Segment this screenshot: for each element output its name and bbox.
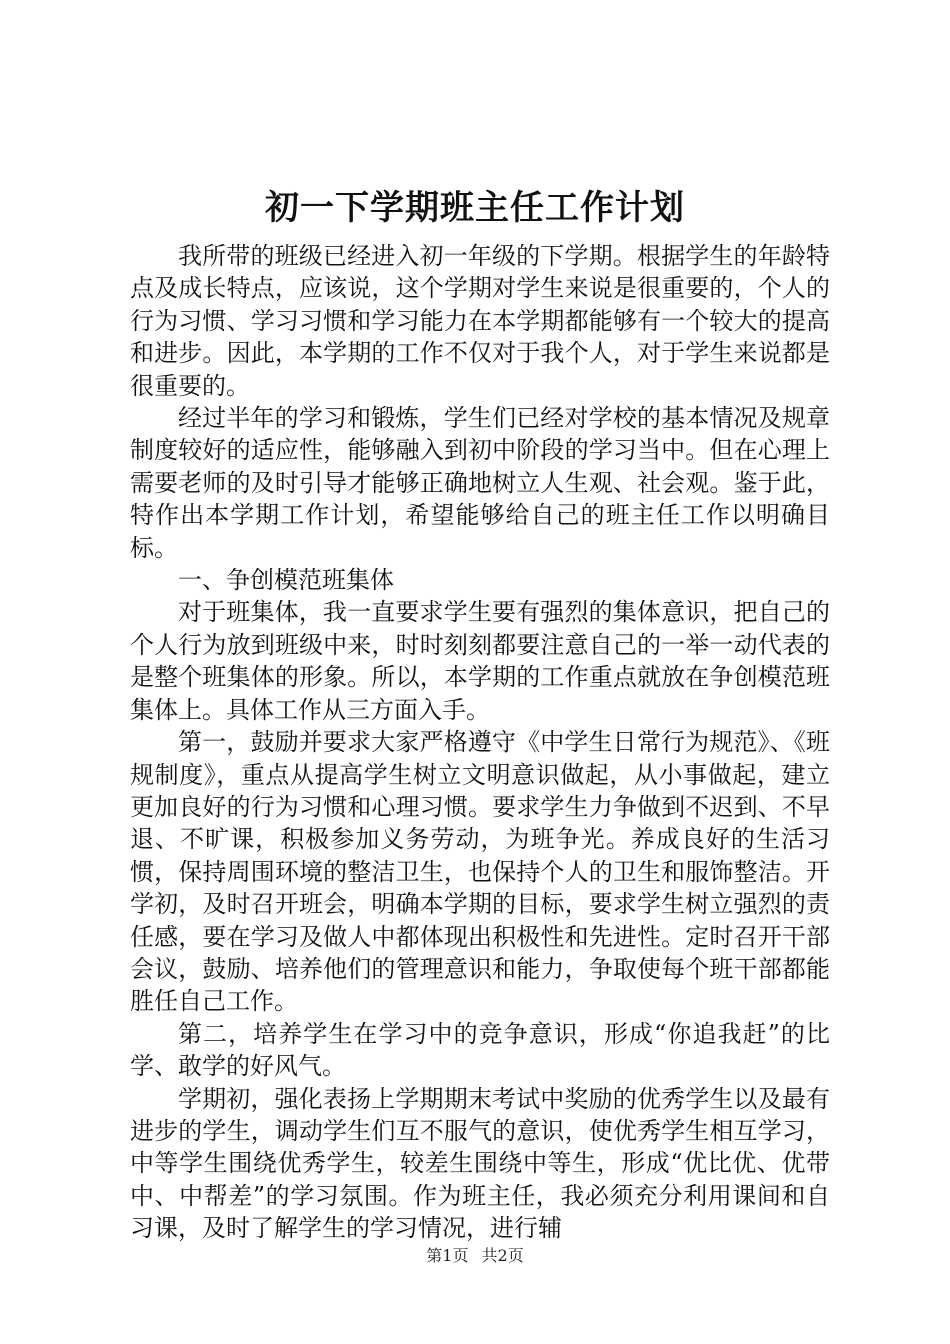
paragraph: 对于班集体，我一直要求学生要有强烈的集体意识，把自己的个人行为放到班级中来，时时刻刻都要注意自己的一举一动代表的是整个班集体的形象。所以，本学期的工作重点就放在争创模范班集体上。具体工作从三方面入手。 bbox=[130, 598, 830, 724]
paragraph: 我所带的班级已经进入初一年级的下学期。根据学生的年龄特点及成长特点，应该说，这个学期对学生来说是很重要的，个人的行为习惯、学习习惯和学习能力在本学期都能够有一个较大的提高和进步。因此，本学期的工作不仅对于我个人，对于学生来说都是很重要的。 bbox=[130, 242, 830, 400]
page-footer bbox=[0, 1245, 950, 1267]
paragraph: 第一，鼓励并要求大家严格遵守《中学生日常行为规范》、《班规制度》，重点从提高学生树立文明意识做起，从小事做起，建立更加良好的行为习惯和心理习惯。要求学生力争做到不迟到、不早退、不旷课，积极参加义务劳动，为班争光。养成良好的生活习惯，保持周围环境的整洁卫生，也保持个人的卫生和服饰整洁。开学初，及时召开班会，明确本学期的目标，要求学生树立强烈的责任感，要在学习及做人中都体现出积极性和先进性。定时召开干部会议，鼓励、培养他们的管理意识和能力，争取使每个班干部都能胜任自己工作。 bbox=[130, 728, 830, 1016]
paragraph: 经过半年的学习和锻炼，学生们已经对学校的基本情况及规章制度较好的适应性，能够融入到初中阶段的学习当中。但在心理上需要老师的及时引导才能够正确地树立人生观、社会观。鉴于此，特作出本学期工作计划，希望能够给自己的班主任工作以明确目标。 bbox=[130, 404, 830, 562]
document-title: 初一下学期班主任工作计划 bbox=[265, 188, 685, 228]
page-number: 第1页 bbox=[426, 1246, 469, 1265]
paragraph: 学期初，强化表扬上学期期末考试中奖励的优秀学生以及最有进步的学生，调动学生们互不服气的意识，使优秀学生相互学习，中等学生围绕优秀学生，较差生围绕中等生，形成“优比优、优带中、中帮差”的学习氛围。作为班主任，我必须充分利用课间和自习课，及时了解学生的学习情况，进行辅 bbox=[130, 1084, 830, 1243]
paragraph: 第二，培养学生在学习中的竞争意识，形成“你追我赶”的比学、敢学的好风气。 bbox=[130, 1019, 830, 1081]
page-total: 共2页 bbox=[481, 1246, 524, 1265]
section-heading: 一、争创模范班集体 bbox=[178, 566, 394, 595]
document-body bbox=[130, 240, 830, 1245]
